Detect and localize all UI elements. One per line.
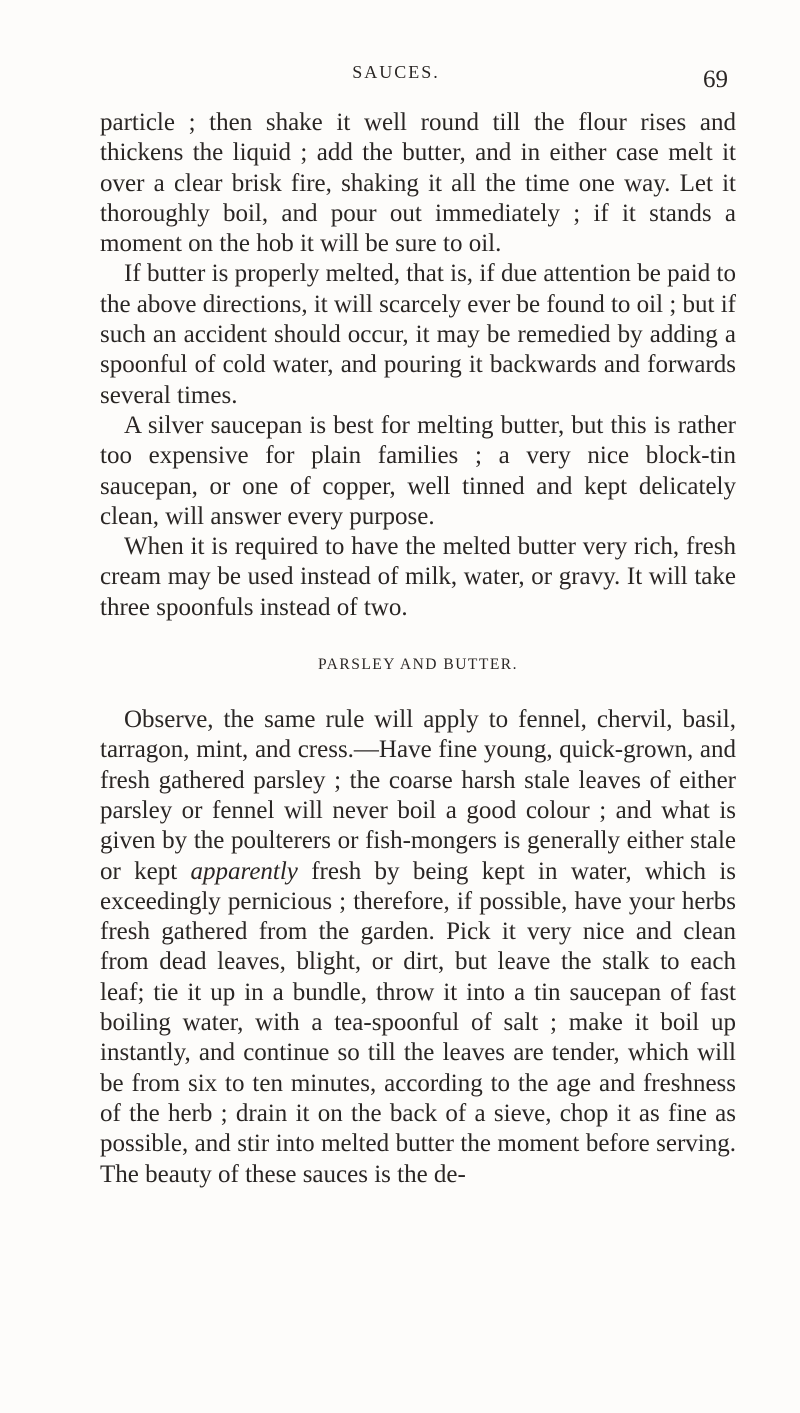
paragraph-parsley-butter	[100, 705, 736, 1190]
paragraph-text-end: fresh by being kept in water, which is exceedingly pernicious ; therefore, if possible, have your herbs fresh gathered from the garden. Pick it very nice and clean from dead leaves, blight, or dirt, but leave the stalk to each leaf; tie it up in a bundle, throw it into a tin saucepan of fast boiling water, with a tea-spoonful of salt ; make it boil up instantly, and continue so till the leaves are tender, which will be from six to ten minutes, according to the age and freshness of the herb ; drain it on the back of a sieve, chop it as fine as possible, and stir into melted butter the moment before serving. The beauty of these sauces is the de-	[100, 857, 736, 1188]
italic-word: apparently	[190, 857, 298, 885]
running-title: SAUCES.	[352, 62, 440, 82]
paragraph-rich-butter: When it is required to have the melted butter very rich, fresh cream may be used instead of milk, water, or gravy. It will take three spoonfuls instead of two.	[100, 533, 736, 621]
paragraph-oiling: If butter is properly melted, that is, if due attention be paid to the above directions, it will scarcely ever be found to oil ; but if such an accident should occur, it may be remedied by adding a spoonful of cold water, and pouring it backwards and forwards several times.	[100, 260, 736, 409]
running-head	[0, 62, 800, 94]
paragraph-continuation: particle ; then shake it well round till the flour rises and thickens the liquid ; add the butter, and in either case melt it over a clear brisk fire, shaking it all the time one way. Let it thoroughly boil, and pour out immediately ; if it stands a moment on the hob it will be sure to oil.	[100, 109, 736, 258]
paragraph-saucepan: A silver saucepan is best for melting butter, but this is rather too expensive for plain families ; a very nice block-tin saucepan, or one of copper, well tinned and kept delicately clean, will answer every purpose.	[100, 411, 736, 530]
paragraph-text-start: Observe, the same rule will apply to fennel, chervil, basil, tarragon, mint, and cress.—Have fine young, quick-grown, and fresh gathered parsley ; the coarse harsh stale leaves of either parsley or fennel will never boil a good colour ; and what is given by the poulterers or fish-mongers is generally either stale or kept	[100, 706, 736, 885]
page-number: 69	[703, 66, 728, 93]
body-text	[100, 108, 736, 1190]
section-heading: PARSLEY AND BUTTER.	[317, 656, 519, 674]
